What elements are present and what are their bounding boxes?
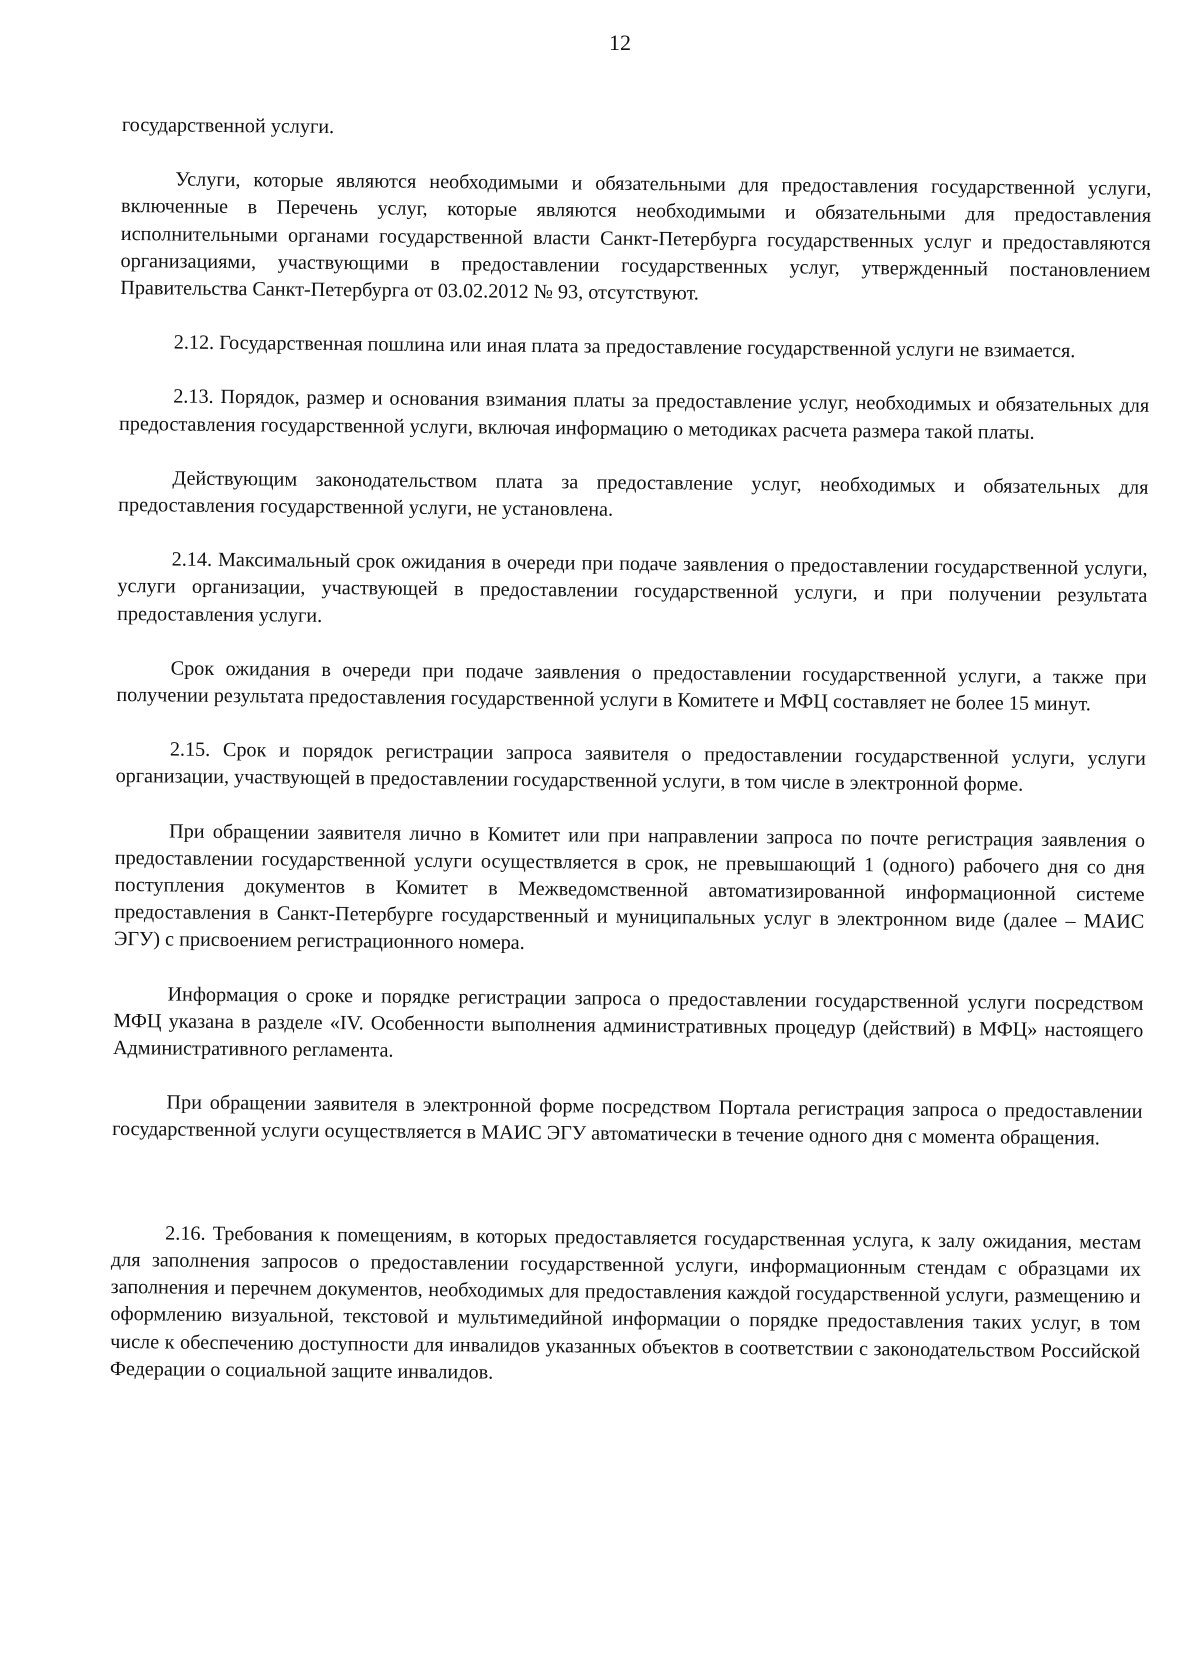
- paragraph-necessary-services: Услуги, которые являются необходимыми и обязательными для предоставления государственной услуги, включенные в Перечень услуг, которые являются необходимыми и обязательными для предоставления исполнительными органами государственной власти Санкт-Петербурга государственных услуг и предоставляются организациями, участвующими в предоставлении государственных услуг, утвержденный постановлением Правительства Санкт-Петербурга от 03.02.2012 № 93, отсутствуют.: [120, 168, 1152, 305]
- document-body: [110, 112, 1152, 1393]
- section-2-16: 2.16. Требования к помещениям, в которых предоставляется государственная услуга, к залу ожидания, местам для заполнения запросов о предоставлении государственной услуги, информационным стендам с образцами их заполнения и перечнем документов, необходимых для предоставления каждой государственной услуги, размещению и оформлению визуальной, текстовой и мультимедийной информации о порядке предоставления таких услуг, в том числе к обеспечению доступности для инвалидов указанных объектов в соответствии с законодательством Российской Федерации о социальной защите инвалидов.: [109, 1222, 1142, 1384]
- paragraph-continuation: государственной услуги.: [121, 113, 335, 139]
- paragraph-waiting-time: Срок ожидания в очереди при подаче заявления о предоставлении государственной услуги, а также при получении результата предоставления государственной услуги в Комитете и МФЦ составляет не более 15 минут.: [116, 657, 1147, 716]
- paragraph-fee-not-set: Действующим законодательством плата за предоставление услуг, необходимых и обязательных для предоставления государственной услуги, не установлена.: [118, 467, 1149, 521]
- page-number: 12: [609, 30, 631, 55]
- section-2-14: 2.14. Максимальный срок ожидания в очереди при подаче заявления о предоставлении государственной услуги, услуги организации, участвующей в предоставлении государственной услуги, и при получении результата предоставления услуги.: [117, 548, 1148, 627]
- paragraph-registration-in-person: При обращении заявителя лично в Комитет или при направлении запроса по почте регистрация заявления о предоставлении государственной услуги осуществляется в срок, не превышающий 1 (одного) рабочего дня со дня поступления документов в Комитет в Межведомственной автоматизированной информационной системе предоставления в Санкт-Петербурге государственный и муниципальных услуг в электронном виде (далее – МАИС ЭГУ) с присвоением регистрационного номера.: [113, 820, 1146, 955]
- paragraph-registration-mfc: Информация о сроке и порядке регистрации запроса о предоставлении государственной услуги посредством МФЦ указана в разделе «IV. Особенности выполнения административных процедур (действий) в МФЦ» настоящего Административного регламента.: [112, 983, 1144, 1062]
- paragraph-registration-portal: При обращении заявителя в электронной форме посредством Портала регистрация запроса о предоставлении государственной услуги осуществляется в МАИС ЭГУ автоматически в течение одного дня с момента обращения.: [112, 1091, 1143, 1150]
- section-2-15: 2.15. Срок и порядок регистрации запроса заявителя о предоставлении государственной услуги, услуги организации, участвующей в предоставлении государственной услуги, в том числе в электронной форме.: [115, 738, 1146, 797]
- section-2-12: 2.12. Государственная пошлина или иная плата за предоставление государственной услуги не взимается.: [173, 331, 1076, 363]
- section-2-13: 2.13. Порядок, размер и основания взимания платы за предоставление услуг, необходимых и обязательных для предоставления государственной услуги, включая информацию о методиках расчета размера такой платы.: [118, 385, 1150, 444]
